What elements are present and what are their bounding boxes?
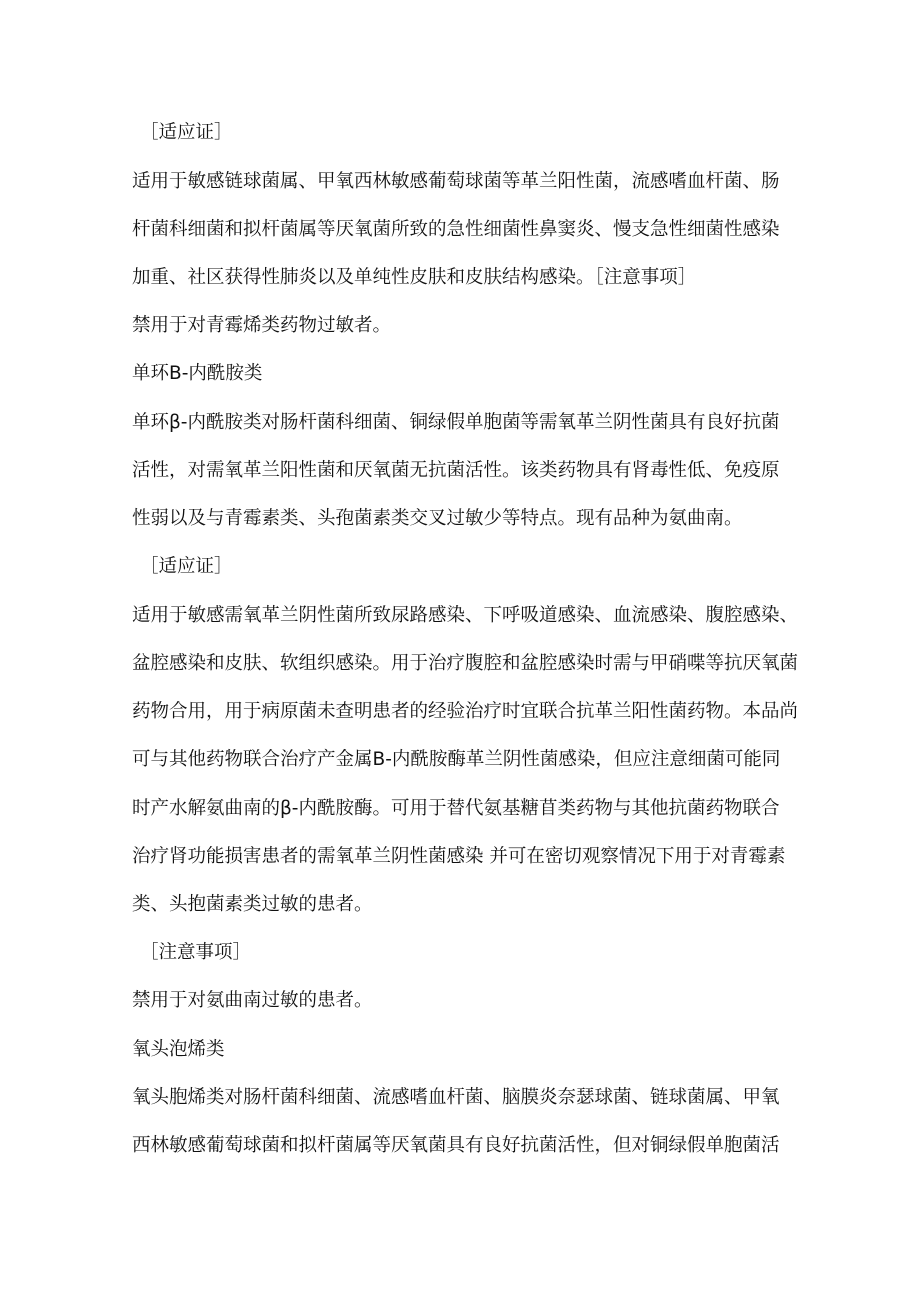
paragraph-line: 加重、社区获得性肺炎以及单纯性皮肤和皮肤结构感染。［注意事项］ — [132, 267, 697, 288]
section-heading-precautions: ［注意事项］ — [140, 942, 252, 963]
section-heading-indications: ［适应证］ — [140, 556, 233, 577]
paragraph-line: 时产水解氨曲南的β-内酰胺酶。可用于替代氨基糖苜类药物与其他抗菌药物联合 — [132, 798, 780, 819]
section-heading-oxacephem: 氧头泡烯类 — [132, 1039, 225, 1060]
paragraph-line: 适用于敏感链球菌属、甲氧西林敏感葡萄球菌等革兰阳性菌，流感嗜血杆菌、肠 — [132, 171, 780, 192]
paragraph-line: 西林敏感葡萄球菌和拟杆菌属等厌氧菌具有良好抗菌活性，但对铜绿假单胞菌活 — [132, 1135, 780, 1156]
paragraph-line: 性弱以及与青霉素类、头孢菌素类交叉过敏少等特点。现有品种为氨曲南。 — [132, 508, 743, 529]
section-heading-monobactam: 单环Β-内酰胺类 — [132, 363, 263, 384]
paragraph-line: 类、头抱菌素类过敏的患者。 — [132, 894, 373, 915]
paragraph-line: 可与其他药物联合治疗产金属Β-内酰胺酶革兰阴性菌感染，但应注意细菌可能同 — [132, 749, 781, 770]
paragraph-line: 适用于敏感需氧革兰阴性菌所致尿路感染、下呼吸道感染、血流感染、腹腔感染、 — [132, 605, 799, 626]
paragraph-line: 活性，对需氧革兰阳性菌和厌氧菌无抗菌活性。该类药物具有肾毒性低、免疫原 — [132, 460, 780, 481]
section-heading-indications: ［适应证］ — [140, 122, 233, 143]
paragraph-line: 禁用于对氨曲南过敏的患者。 — [132, 990, 373, 1011]
paragraph-line: 氧头胞烯类对肠杆菌科细菌、流感嗜血杆菌、脑膜炎奈瑟球菌、链球菌属、甲氧 — [132, 1087, 780, 1108]
paragraph-line: 禁用于对青霉烯类药物过敏者。 — [132, 315, 392, 336]
paragraph-line: 药物合用，用于病原菌未查明患者的经验治疗时宜联合抗革兰阳性菌药物。本品尚 — [132, 701, 799, 722]
paragraph-line: 杆菌科细菌和拟杆菌属等厌氧菌所致的急性细菌性鼻窦炎、慢支急性细菌性感染 — [132, 219, 780, 240]
paragraph-line: 盆腔感染和皮肤、软组织感染。用于治疗腹腔和盆腔感染时需与甲硝喋等抗厌氧菌 — [132, 653, 799, 674]
paragraph-line: 单环β-内酰胺类对肠杆菌科细菌、铜绿假单胞菌等需氧革兰阴性菌具有良好抗菌 — [132, 412, 780, 433]
paragraph-line: 治疗肾功能损害患者的需氧革兰阴性菌感染 并可在密切观察情况下用于对青霉素 — [132, 846, 786, 867]
